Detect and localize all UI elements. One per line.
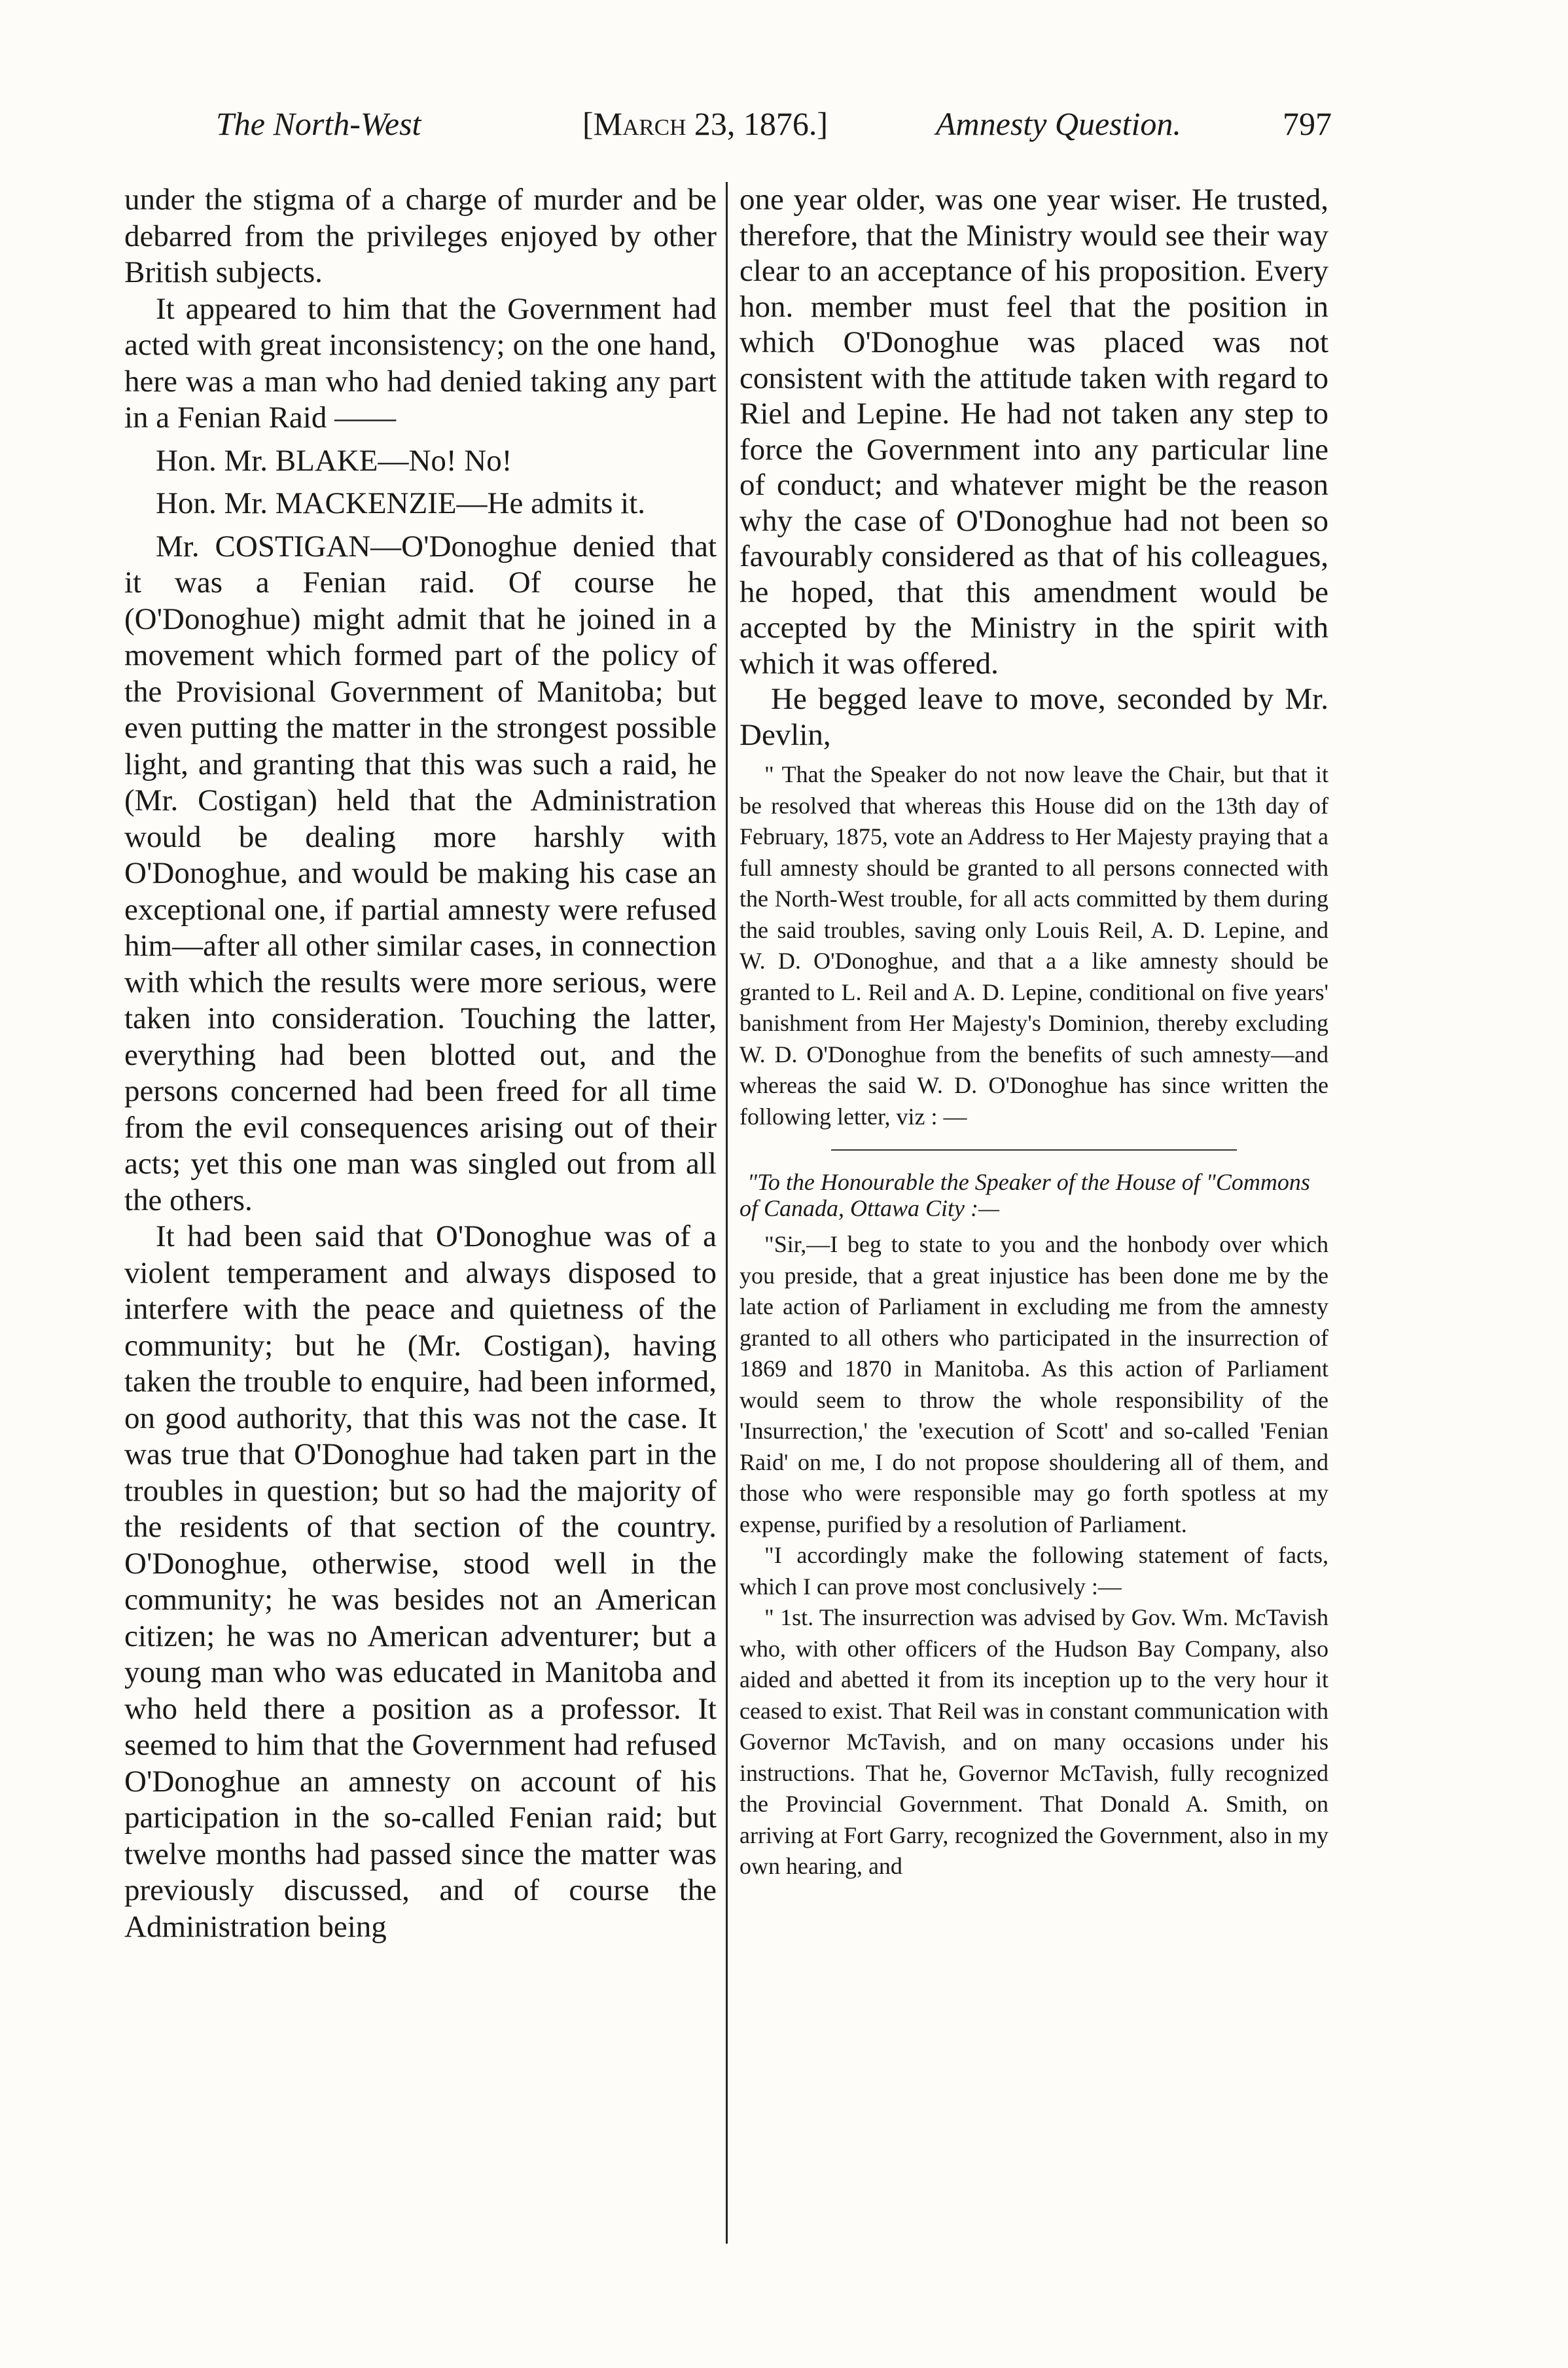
paragraph: It appeared to him that the Government had acted with great inconsistency; on the one hand, here was a man who had denied taking any part in a Fenian Raid —— — [124, 291, 717, 435]
speaker-interjection: Hon. Mr. BLAKE—No! No! — [156, 443, 512, 478]
letter-salutation: "To the Honourable the Speaker of the House of "Commons of Canada, Ottawa City :— — [739, 1169, 1310, 1221]
letter-paragraph: " 1st. The insurrection was advised by Gov. Wm. McTavish who, with other officers of the Hudson Bay Company, also aided and abetted it from its inception up to the very hour it ceased to exist. That Reil was in constant communication with Governor McTavish, and on many occasions under his instructions. That he, Governor McTavish, fully recognized the Provincial Government. That Donald A. Smith, on arriving at Fort Garry, recognized the Government, also in my own hearing, and — [739, 1604, 1328, 1879]
motion-text: " That the Speaker do not now leave the Chair, but that it be resolved that whereas this House did on the 13th day of February, 1875, vote an Address to Her Majesty praying that a full amnesty should be granted to all persons connected with the North-West trouble, for all acts committed by them during the said troubles, saving only Louis Reil, A. D. Lepine, and W. D. O'Donoghue, and that a a like amnesty should be granted to L. Reil and A. D. Lepine, conditional on five years' banishment from Her Majesty's Dominion, thereby excluding W. D. O'Donoghue from the benefits of such amnesty—and whereas the said W. D. O'Donoghue has since written the following letter, viz : — — [739, 761, 1328, 1130]
right-column — [739, 182, 1328, 1882]
column-divider — [726, 182, 728, 2244]
paragraph: one year older, was one year wiser. He trusted, therefore, that the Ministry would see their way clear to an acceptance of his proposition. Every hon. member must feel that the position in which O'Donoghue was placed was not consistent with the attitude taken with regard to Riel and Lepine. He had not taken any step to force the Government into any particular line of conduct; and whatever might be the reason why the case of O'Donoghue had not been so favourably considered as that of his colleagues, he hoped, that this amendment would be accepted by the Ministry in the spirit with which it was offered. — [739, 183, 1328, 681]
header-date: [March 23, 1876.] — [582, 105, 828, 142]
paragraph: It had been said that O'Donoghue was of a violent temperament and always disposed to interfere with the peace and quietness of the community; but he (Mr. Costigan), having taken the trouble to enquire, had been informed, on good authority, that this was not the case. It was true that O'Donoghue had taken part in the troubles in question; but so had the majority of the residents of that section of the country. O'Donoghue, otherwise, stood well in the community; he was besides not an American citizen; he was no American adventurer; but a young man who was educated in Manitoba and who held there a position as a professor. It seemed to him that the Government had refused O'Donoghue an amnesty on account of his participation in the so-called Fenian raid; but twelve months had passed since the matter was previously discussed, and of course the Administration being — [124, 1219, 717, 1944]
page-number: 797 — [1283, 105, 1332, 142]
header-topic: Amnesty Question. — [936, 105, 1181, 142]
left-column — [124, 182, 717, 1945]
section-rule — [831, 1149, 1237, 1151]
letter-paragraph: "Sir,—I beg to state to you and the honbody over which you preside, that a great injustice has been done me by the late action of Parliament in excluding me from the amnesty granted to all others who participated in the insurrection of 1869 and 1870 in Manitoba. As this action of Parliament would seem to throw the whole responsibility of the 'Insurrection,' the 'execution of Scott' and so-called 'Fenian Raid' on me, I do not propose shouldering all of them, and those who were responsible may go forth spotless at my expense, purified by a resolution of Parliament. — [739, 1231, 1328, 1537]
letter-paragraph: "I accordingly make the following statement of facts, which I can prove most conclusively :— — [739, 1542, 1328, 1600]
running-header — [216, 105, 1342, 157]
paragraph: Mr. COSTIGAN—O'Donoghue denied that it was a Fenian raid. Of course he (O'Donoghue) might admit that he joined in a movement which formed part of the policy of the Provisional Government of Manitoba; but even putting the matter in the strongest possible light, and granting that this was such a raid, he (Mr. Costigan) held that the Administration would be dealing more harshly with O'Donoghue, and would be making his case an exceptional one, if partial amnesty were refused him—after all other similar cases, in connection with which the results were more serious, were taken into consideration. Touching the latter, everything had been blotted out, and the persons concerned had been freed for all time from the evil consequences arising out of their acts; yet this one man was singled out from all the others. — [124, 529, 717, 1217]
speaker-interjection: Hon. Mr. MACKENZIE—He admits it. — [156, 486, 646, 520]
paragraph: He begged leave to move, seconded by Mr. Devlin, — [739, 682, 1328, 752]
paragraph: under the stigma of a charge of murder and be debarred from the privileges enjoyed by other British subjects. — [124, 183, 717, 289]
header-section-title: The North-West — [216, 105, 421, 142]
